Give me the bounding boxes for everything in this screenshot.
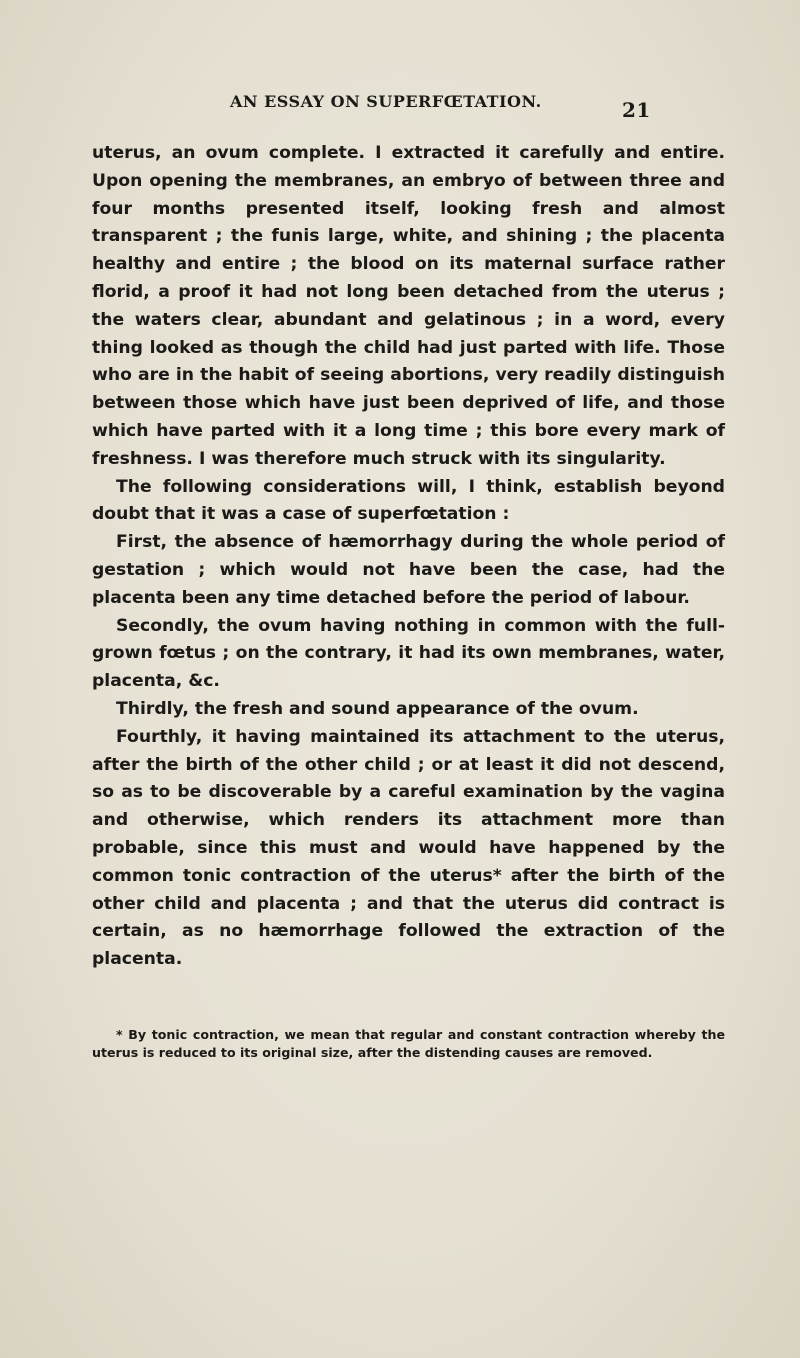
paragraph: Thirdly, the fresh and sound appearance of the ovum.	[116, 698, 639, 719]
paragraph: The following considerations will, I think, establish beyond doubt that it was a case of superfœtation :	[92, 476, 725, 525]
paragraph: First, the absence of hæmorrhagy during the whole period of gestation ; which would not have been the case, had the placenta been any time detached before the period of labour.	[92, 532, 725, 608]
footnote: * By tonic contraction, we mean that regular and constant contraction whereby the uterus is reduced to its original size, after the distending causes are removed.	[92, 1027, 725, 1060]
page-number: 21	[622, 98, 651, 122]
running-head: AN ESSAY ON SUPERFŒTATION.	[230, 92, 542, 111]
paragraph: Secondly, the ovum having nothing in common with the full-grown fœtus ; on the contrary, it had its own membranes, water, placenta, &c.	[92, 615, 725, 692]
body-text	[92, 140, 725, 974]
paragraph: Fourthly, it having maintained its attachment to the uterus, after the birth of the other child ; or at least it did not descend, so as to be discoverable by a careful examination by the vagina and otherwise, which renders its attachment more than probable, since this must and would have happened by the common tonic contraction of the uterus* after the birth of the other child and placenta ; and that the uterus did contract is certain, as no hæmorrhage followed the extraction of the placenta.	[92, 726, 725, 970]
paragraph: uterus, an ovum complete. I extracted it carefully and entire. Upon opening the membranes, an embryo of between three and four months presented itself, looking fresh and almost transparent ; the funis large, white, and shining ; the placenta healthy and entire ; the blood on its maternal surface rather florid, a proof it had not long been detached from the uterus ; the waters clear, abundant and gelatinous ; in a word, every thing looked as though the child had just parted with life. Those who are in the habit of seeing abortions, very readily distinguish between those which have just been deprived of life, and those which have parted with it a long time ; this bore every mark of freshness. I was therefore much struck with its singularity.	[92, 143, 725, 469]
